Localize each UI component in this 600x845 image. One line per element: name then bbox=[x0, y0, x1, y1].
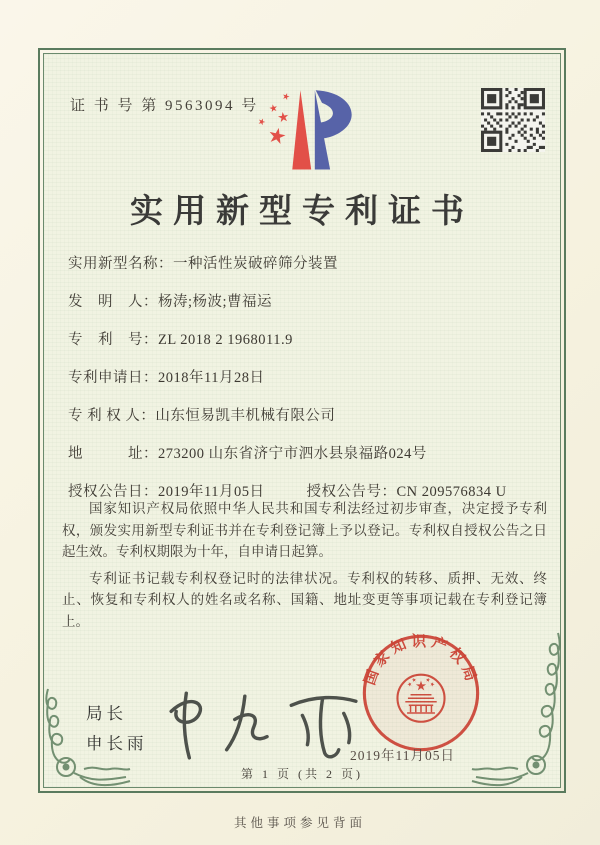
field-address bbox=[68, 444, 544, 465]
director-block bbox=[86, 699, 148, 759]
field-value: 2018年11月28日 bbox=[158, 370, 265, 386]
field-value: 273200 山东省济宁市泗水县泉福路024号 bbox=[158, 446, 427, 462]
field-filing-date bbox=[68, 368, 544, 389]
qr-code bbox=[481, 88, 545, 152]
field-label: 授权公告号： bbox=[306, 484, 397, 500]
field-label: 授权公告日： bbox=[68, 484, 158, 500]
field-value: 一种活性炭破碎筛分装置 bbox=[173, 256, 338, 272]
logo-red-wedge bbox=[292, 90, 311, 169]
certificate-border bbox=[38, 48, 566, 793]
field-value: ZL 2018 2 1968011.9 bbox=[158, 332, 293, 348]
field-value: 山东恒易凯丰机械有限公司 bbox=[155, 408, 336, 424]
certificate-inner-area bbox=[43, 53, 561, 788]
director-name: 申长雨 bbox=[86, 734, 148, 753]
page-number: 第 1 页 (共 2 页) bbox=[241, 767, 363, 781]
field-label: 专利申请日： bbox=[68, 370, 158, 386]
legal-text bbox=[62, 498, 547, 637]
seal-date: 2019年11月05日 bbox=[350, 748, 455, 763]
cnipa-logo-icon bbox=[240, 84, 368, 174]
fields-list bbox=[68, 254, 544, 503]
field-label: 专 利 号： bbox=[68, 332, 158, 348]
reverse-side-note: 其他事项参见背面 bbox=[233, 816, 366, 830]
director-signature-handwriting bbox=[156, 680, 368, 768]
field-label: 地 址： bbox=[68, 446, 158, 462]
legal-paragraph-2: 专利证书记载专利权登记时的法律状况。专利权的转移、质押、无效、终止、恢复和专利权人的姓名或名称、国籍、地址变更等事项记载在专利登记簿上。 bbox=[62, 570, 547, 629]
field-value: CN 209576834 U bbox=[396, 484, 507, 500]
seal-text: 国家知识产权局 bbox=[362, 633, 480, 688]
field-label: 发 明 人： bbox=[68, 294, 158, 310]
legal-paragraph-1: 国家知识产权局依照中华人民共和国专利法经过初步审查，决定授予专利权，颁发实用新型专利证书并在专利登记簿上予以登记。专利权自授权公告之日起生效。专利权期限为十年，自申请日起算。 bbox=[62, 501, 547, 559]
director-role: 局长 bbox=[86, 704, 127, 723]
official-seal bbox=[360, 632, 482, 754]
logo-blue-loop bbox=[316, 90, 352, 138]
certificate-title: 实用新型专利证书 bbox=[130, 194, 474, 230]
field-patentee bbox=[68, 406, 544, 427]
certificate-number: 证 书 号 第 9563094 号 bbox=[70, 98, 259, 114]
field-inventors bbox=[68, 292, 544, 313]
field-utility-model-name bbox=[68, 254, 544, 275]
field-label: 专 利 权 人： bbox=[68, 408, 156, 424]
field-value: 杨涛;杨波;曹福运 bbox=[158, 294, 273, 310]
field-label: 实用新型名称： bbox=[68, 256, 173, 272]
field-value: 2019年11月05日 bbox=[158, 484, 265, 500]
field-patent-number bbox=[68, 330, 544, 351]
